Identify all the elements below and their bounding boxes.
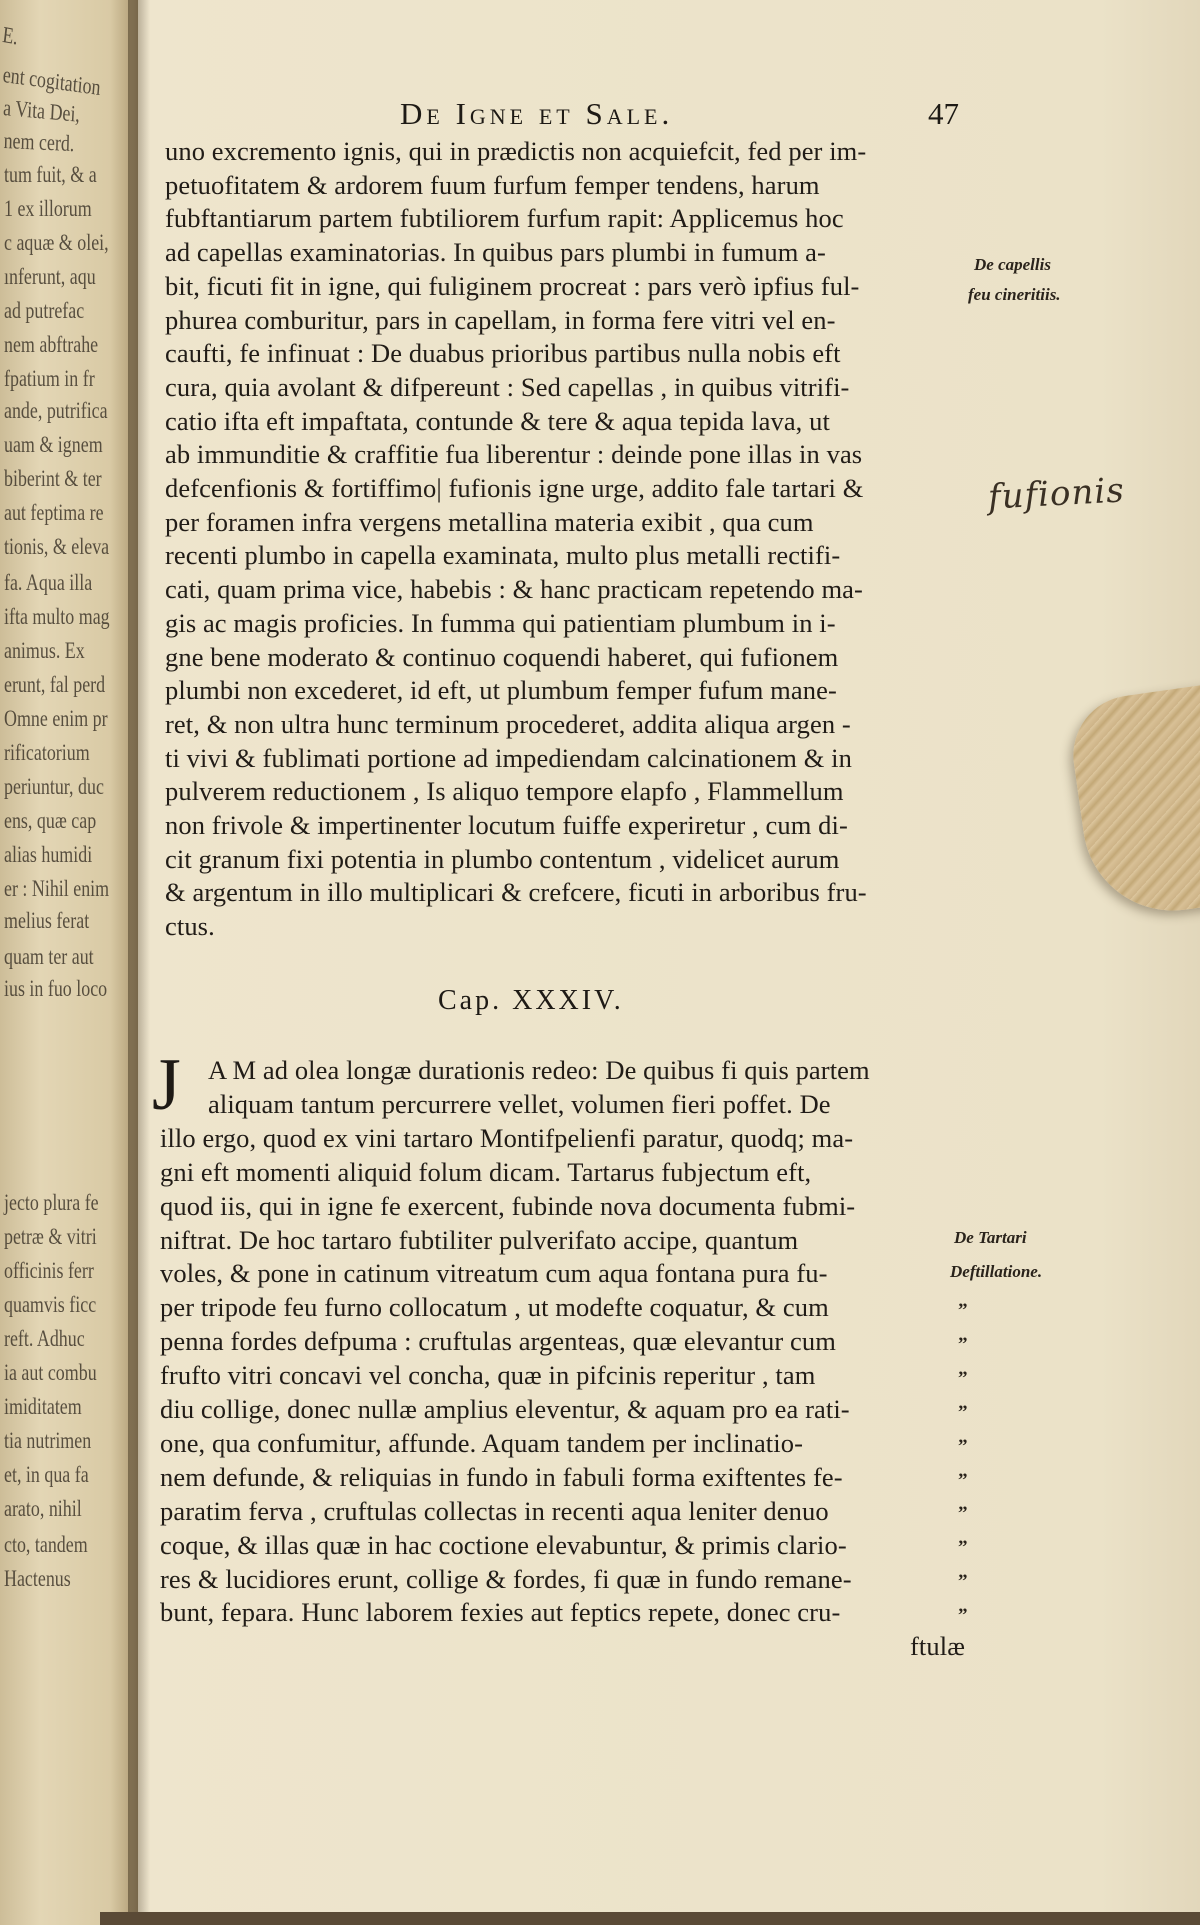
quote-mark: ”: [958, 1435, 968, 1457]
left-page-fragment: 1 ex illorum: [4, 196, 92, 221]
left-page-fragment: ınferunt, aqu: [4, 264, 96, 289]
quote-mark: ”: [958, 1537, 968, 1559]
body-line: gni eft momenti aliquid folum dicam. Tartarus fubjectum eft,: [160, 1156, 812, 1187]
left-page-fragment: fa. Aqua illa: [4, 570, 93, 595]
page-bottom-edge: [100, 1912, 1200, 1925]
left-page-fragment: tionis, & eleva: [4, 534, 110, 559]
running-title: De Igne et Sale.: [400, 96, 674, 131]
body-line: frufto vitri concavi vel concha, quæ in pifcinis reperitur , tam: [160, 1360, 816, 1391]
left-facing-page: [0, 0, 138, 1925]
quote-mark: ”: [958, 1401, 968, 1423]
left-page-fragment: periuntur, duc: [4, 774, 104, 799]
left-page-fragment: animus. Ex: [4, 638, 85, 663]
left-page-fragment: et, in qua fa: [4, 1462, 89, 1487]
body-line: cit granum fixi potentia in plumbo contentum , videlicet aurum: [165, 843, 840, 874]
body-line: recenti plumbo in capella examinata, multo plus metalli rectifi-: [165, 540, 841, 571]
left-page-fragment: biberint & ter: [4, 466, 102, 491]
left-page-fragment: imiditatem: [4, 1394, 82, 1419]
left-page-fragment: officinis ferr: [4, 1258, 94, 1283]
body-line: ab immunditie & craffitie fua liberentur : deinde pone illas in vas: [165, 439, 863, 470]
left-page-fragment: ifta multo mag: [4, 604, 110, 629]
left-page-fragment: er : Nihil enim: [4, 876, 110, 901]
body-line: diu collige, donec nullæ amplius eleventur, & aquam pro ea rati-: [160, 1394, 850, 1424]
left-page-fragment: arato, nihil: [4, 1496, 82, 1521]
left-page-fragment: jecto plura fe: [4, 1190, 99, 1215]
left-page-fragment: melius ferat: [4, 908, 90, 933]
quote-mark: ”: [958, 1367, 968, 1389]
body-line: phurea comburitur, pars in capellam, in forma fere vitri vel en-: [165, 304, 836, 335]
body-line: ret, & non ultra hunc terminum procederet, addita aliqua argen -: [165, 708, 851, 739]
margin-note-capellis-1: De capellis: [974, 255, 1051, 274]
body-line: ctus.: [165, 911, 215, 942]
body-line: & argentum in illo multiplicari & crefcere, ficuti in arboribus fru-: [165, 877, 867, 908]
left-page-fragment: ens, quæ cap: [4, 808, 97, 833]
page-number: 47: [928, 96, 959, 131]
left-page-fragment: quamvis ficc: [4, 1292, 97, 1317]
body-line: cura, quia avolant & difpereunt : Sed capellas , in quibus vitrifi-: [165, 371, 850, 402]
drop-capital: J: [152, 1044, 181, 1126]
quote-mark: ”: [958, 1300, 968, 1321]
quote-mark: ”: [958, 1469, 968, 1491]
chapter-heading: Cap. XXXIV.: [438, 985, 624, 1016]
margin-note-tartari-2: Deftillatione.: [950, 1262, 1043, 1281]
body-line: bit, ficuti fit in igne, qui fuliginem procreat : pars verò ipfius ful-: [165, 270, 860, 301]
body-line: gis ac magis proficies. In fumma qui patientiam plumbum in i-: [165, 607, 836, 638]
body-line: per tripode feu furno collocatum , ut modefte coquatur, & cum: [160, 1292, 829, 1323]
body-line: voles, & pone in catinum vitreatum cum aqua fontana pura fu-: [160, 1258, 828, 1289]
left-page-fragment: tia nutrimen: [4, 1428, 92, 1453]
quote-mark: ”: [958, 1605, 968, 1627]
body-line: catio ifta eft impaftata, contunde & tere & aqua tepida lava, ut: [165, 405, 830, 436]
body-line: ftulæ: [910, 1631, 965, 1662]
body-line: caufti, fe infinuat : De duabus prioribus partibus nulla nobis eft: [165, 338, 841, 369]
body-line: paratim ferva , cruftulas collectas in recenti aqua leniter denuo: [160, 1495, 829, 1526]
left-page-fragment: nem abftrahe: [4, 332, 99, 357]
body-line: nem defunde, & reliquias in fundo in fabuli forma exiftentes fe-: [160, 1461, 843, 1492]
body-line: fubftantiarum partem fubtiliorem furfum rapit: Applicemus hoc: [165, 203, 844, 234]
body-line: ti vivi & fublimati portione ad impediendam calcinationem & in: [165, 742, 852, 773]
quote-mark: ”: [958, 1571, 968, 1593]
left-page-fragment: rificatorium: [4, 740, 90, 765]
body-line: per foramen infra vergens metallina materia exibit , qua cum: [165, 506, 814, 537]
left-page-fragment: tum fuit, & a: [4, 162, 97, 187]
body-line: aliquam tantum percurrere vellet, volumen fieri poffet. De: [208, 1088, 831, 1119]
left-page-fragment: ia aut combu: [4, 1360, 97, 1385]
left-page-fragment: a Vita Dei,: [2, 95, 81, 127]
body-line: coque, & illas quæ in hac coctione elevabuntur, & primis clario-: [160, 1529, 847, 1560]
quote-mark: ”: [958, 1503, 968, 1525]
left-page-fragment: ande, putrifica: [4, 398, 108, 423]
body-line: niftrat. De hoc tartaro fubtiliter pulverifato accipe, quantum: [160, 1224, 799, 1255]
body-line: quod iis, qui in igne fe exercent, fubinde nova documenta fubmi-: [160, 1190, 856, 1221]
left-page-fragment: reft. Adhuc: [4, 1326, 85, 1351]
body-line: penna fordes defpuma : cruftulas argenteas, quæ elevantur cum: [160, 1326, 836, 1357]
left-page-fragment: alias humidi: [4, 842, 93, 867]
body-line: non frivole & impertinenter locutum fuiffe experiretur , cum di-: [165, 810, 848, 840]
left-page-fragment: nem cerd.: [3, 128, 75, 157]
handwritten-annotation: fufionis: [987, 470, 1126, 518]
left-page-fragment: uam & ignem: [4, 432, 103, 457]
left-page-fragment: ent cogitation: [1, 62, 102, 101]
left-page-fragment: ius in fuo loco: [4, 976, 108, 1001]
left-page-fragment: Hactenus: [4, 1566, 71, 1591]
body-line: petuofitatem & ardorem fuum furfum femper tendens, harum: [165, 169, 820, 200]
body-line: A M ad olea longæ durationis redeo: De quibus fi quis partem: [208, 1055, 870, 1085]
right-page: [138, 0, 1200, 1925]
left-page-fragment: E.: [1, 22, 20, 50]
left-page-fragment: ad putrefac: [4, 298, 85, 323]
body-line: cati, quam prima vice, habebis : & hanc practicam repetendo ma-: [165, 574, 863, 605]
left-page-fragment: c aquæ & olei,: [4, 230, 109, 255]
body-line: illo ergo, quod ex vini tartaro Montifpelienfi paratur, quodq; ma-: [160, 1122, 854, 1153]
body-line: defcenfionis & fortiffimo| fufionis igne urge, addito fale tartari &: [165, 473, 864, 503]
margin-note-capellis-2: feu cineritiis.: [968, 285, 1061, 304]
left-page-fragment: aut feptima re: [4, 500, 104, 525]
body-line: res & lucidiores erunt, collige & fordes, fi quæ in fundo remane-: [160, 1563, 852, 1594]
body-line: pulverem reductionem , Is aliquo tempore elapfo , Flammellum: [165, 776, 844, 807]
body-line: bunt, fepara. Hunc laborem fexies aut feptics repete, donec cru-: [160, 1597, 841, 1628]
body-line: plumbi non excederet, id eft, ut plumbum femper fufum mane-: [165, 675, 837, 706]
left-page-fragment: erunt, fal perd: [4, 672, 106, 697]
left-page-fragment: quam ter aut: [4, 944, 94, 969]
body-line: uno excremento ignis, qui in prædictis non acquiefcit, fed per im-: [165, 136, 867, 166]
left-page-fragment: Omne enim pr: [4, 706, 108, 731]
body-line: one, qua confumitur, affunde. Aquam tandem per inclinatio-: [160, 1427, 804, 1458]
body-line: gne bene moderato & continuo coquendi haberet, qui fufionem: [165, 641, 839, 672]
left-page-fragment: cto, tandem: [4, 1532, 88, 1557]
margin-note-tartari-1: De Tartari: [954, 1228, 1027, 1247]
body-line: ad capellas examinatorias. In quibus pars plumbi in fumum a-: [165, 237, 826, 268]
quote-mark: ”: [958, 1333, 968, 1355]
left-page-fragment: petræ & vitri: [4, 1224, 97, 1249]
left-page-fragment: fpatium in fr: [4, 366, 95, 391]
